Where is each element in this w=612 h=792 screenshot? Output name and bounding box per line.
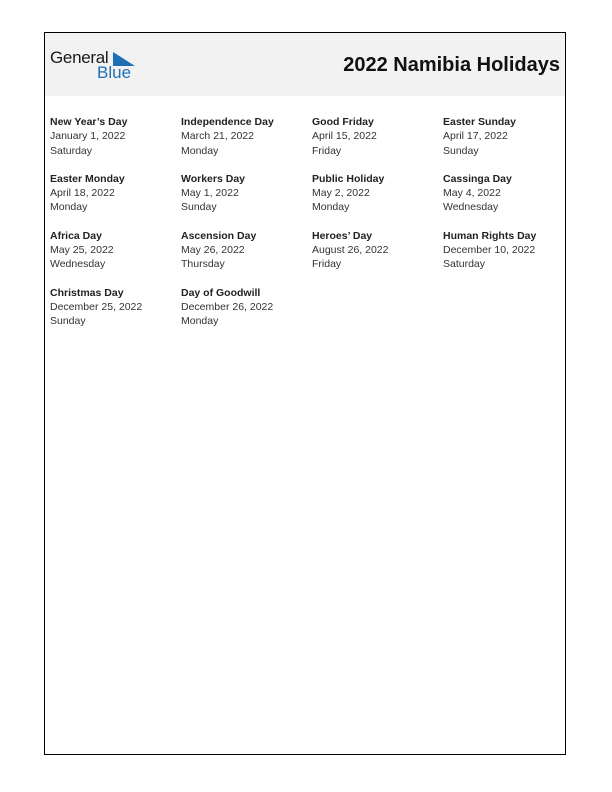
holiday-item bbox=[443, 115, 563, 158]
holiday-name: Easter Monday bbox=[50, 172, 125, 185]
holiday-date: December 25, 2022 bbox=[50, 300, 143, 313]
holiday-weekday: Friday bbox=[312, 258, 342, 271]
holiday-weekday: Thursday bbox=[181, 258, 225, 271]
holiday-date: May 25, 2022 bbox=[50, 244, 114, 257]
holiday-item bbox=[181, 172, 312, 215]
holiday-weekday: Wednesday bbox=[443, 201, 499, 214]
holiday-item bbox=[312, 115, 443, 158]
holiday-name: Heroes’ Day bbox=[312, 229, 373, 242]
holiday-date: January 1, 2022 bbox=[50, 130, 126, 143]
holiday-weekday: Friday bbox=[312, 144, 342, 157]
page-frame bbox=[44, 32, 566, 755]
holiday-name: Workers Day bbox=[181, 172, 246, 185]
holiday-item bbox=[181, 229, 312, 272]
holiday-date: May 2, 2022 bbox=[312, 187, 370, 200]
holiday-name: Africa Day bbox=[50, 229, 102, 242]
holiday-date: April 15, 2022 bbox=[312, 130, 377, 143]
holiday-weekday: Monday bbox=[181, 315, 219, 328]
holiday-name: Easter Sunday bbox=[443, 116, 516, 128]
holiday-item bbox=[443, 229, 563, 272]
holiday-name: Good Friday bbox=[312, 116, 374, 128]
holiday-weekday: Wednesday bbox=[50, 258, 106, 271]
holiday-name: Ascension Day bbox=[181, 229, 257, 242]
holiday-weekday: Saturday bbox=[443, 258, 486, 271]
holiday-weekday: Sunday bbox=[181, 201, 217, 214]
holiday-item bbox=[181, 286, 312, 329]
holiday-weekday: Sunday bbox=[50, 315, 86, 328]
logo-general-text: General bbox=[50, 48, 109, 67]
holiday-weekday: Monday bbox=[50, 201, 88, 214]
holiday-name: Christmas Day bbox=[50, 286, 124, 299]
holiday-date: August 26, 2022 bbox=[312, 244, 389, 257]
holiday-item bbox=[50, 172, 181, 215]
holiday-item bbox=[50, 286, 181, 329]
logo-blue-text: Blue bbox=[97, 63, 132, 82]
holiday-item bbox=[50, 115, 181, 158]
holiday-item bbox=[181, 115, 312, 158]
holiday-name: Human Rights Day bbox=[443, 229, 537, 242]
holiday-item bbox=[312, 172, 443, 215]
holiday-date: March 21, 2022 bbox=[181, 130, 254, 143]
holiday-name: Cassinga Day bbox=[443, 172, 512, 185]
holiday-date: December 10, 2022 bbox=[443, 244, 536, 257]
holiday-weekday: Sunday bbox=[443, 144, 479, 157]
holiday-date: May 26, 2022 bbox=[181, 244, 245, 257]
holiday-weekday: Monday bbox=[181, 144, 219, 157]
holiday-item bbox=[50, 229, 181, 272]
holiday-date: May 1, 2022 bbox=[181, 187, 239, 200]
page-title: 2022 Namibia Holidays bbox=[343, 54, 560, 76]
header bbox=[45, 33, 565, 96]
holiday-date: December 26, 2022 bbox=[181, 300, 274, 313]
holiday-name: Public Holiday bbox=[312, 172, 385, 185]
holiday-weekday: Saturday bbox=[50, 144, 93, 157]
holiday-date: April 18, 2022 bbox=[50, 187, 115, 200]
holiday-name: Independence Day bbox=[181, 116, 274, 128]
holiday-name: New Year’s Day bbox=[50, 116, 128, 128]
holiday-date: May 4, 2022 bbox=[443, 187, 501, 200]
holiday-item bbox=[443, 172, 563, 215]
holiday-grid bbox=[50, 115, 570, 329]
holiday-date: April 17, 2022 bbox=[443, 130, 508, 143]
holiday-item bbox=[312, 229, 443, 272]
holiday-name: Day of Goodwill bbox=[181, 286, 261, 299]
holiday-weekday: Monday bbox=[312, 201, 350, 214]
logo bbox=[50, 48, 140, 84]
